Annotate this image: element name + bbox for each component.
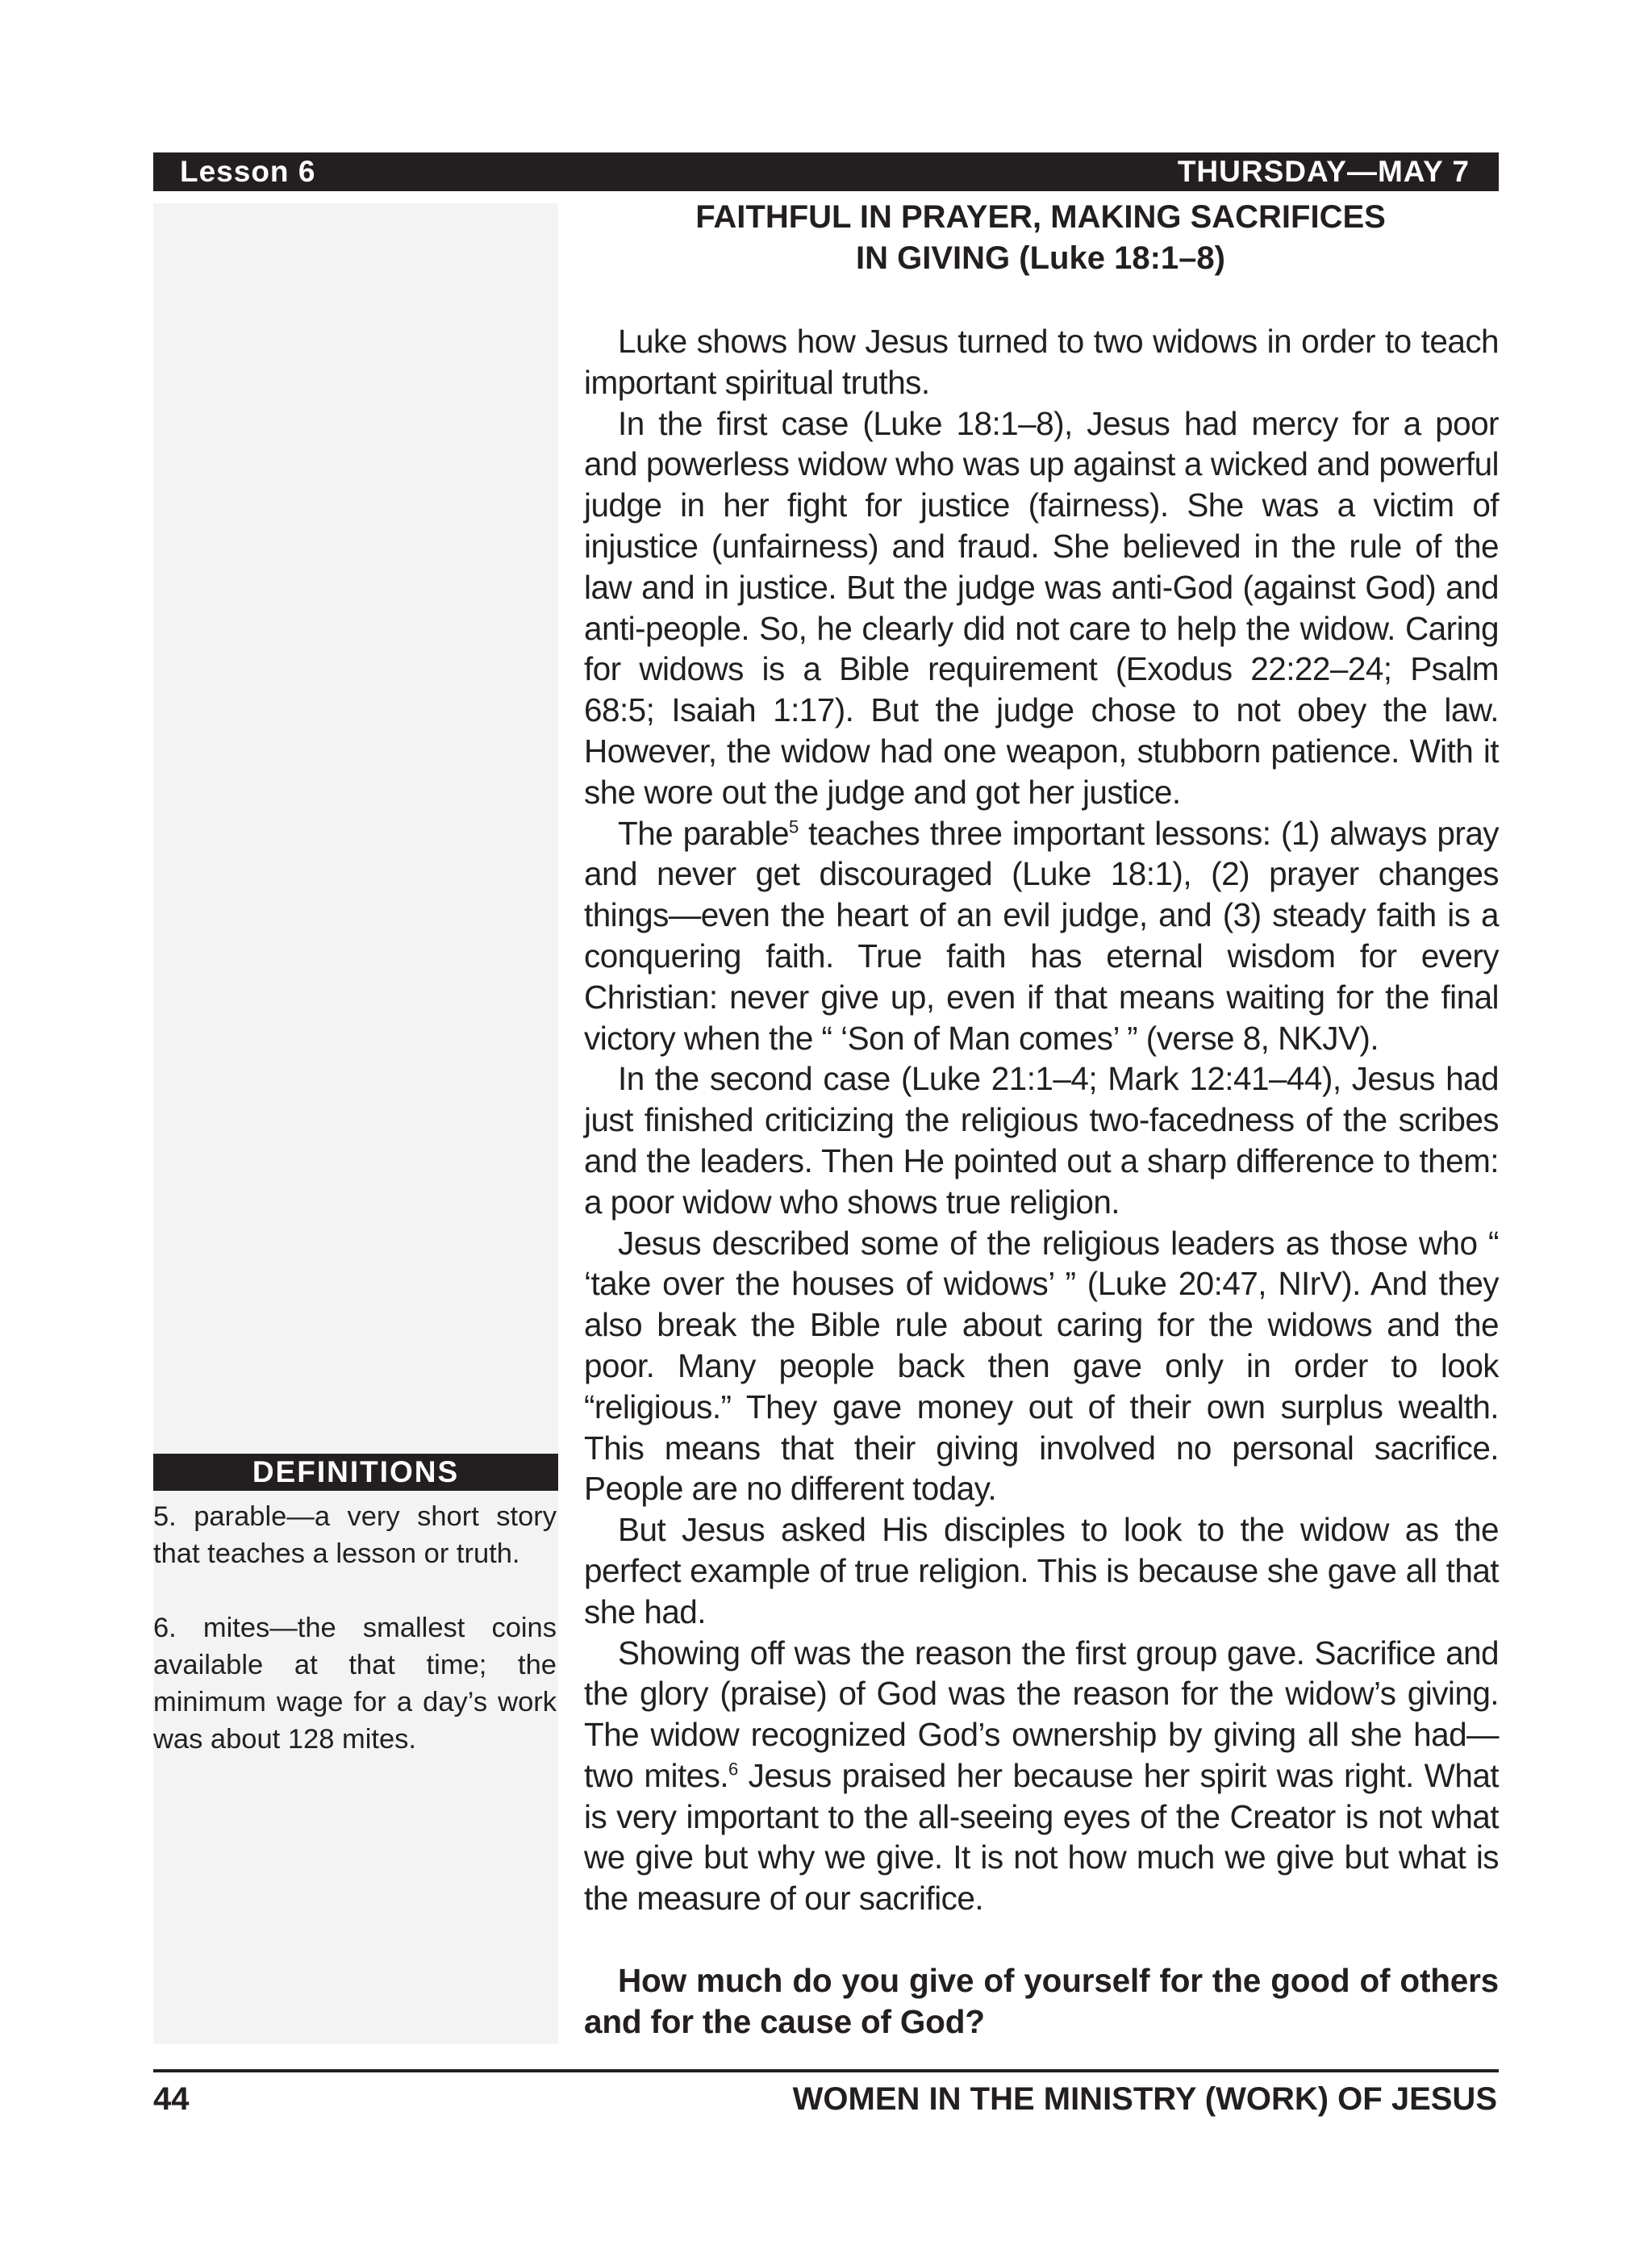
paragraph-text: teaches three important lessons: (1) always pray and never get discouraged (Luke 18:1), (2) prayer changes things—even the heart of an evil judge, and (3) steady faith is a conquering faith. True faith has eternal wisdom for every Christian: never give up, even if that means waiting for the final victory when the “ ‘Son of Man comes’ ” (verse 8, NKJV). xyxy=(584,814,1499,1057)
title-line-2: IN GIVING (Luke 18:1–8) xyxy=(856,240,1225,276)
page-number: 44 xyxy=(153,2080,190,2117)
footer-divider xyxy=(153,2069,1499,2072)
paragraph-text: Jesus praised her because her spirit was right. What is very important to the all-seeing eyes of the Creator is not what we give but why we give. It is not how much we give but what is the measure of our sacrifice. xyxy=(584,1756,1499,1918)
paragraph xyxy=(584,1633,1499,1920)
page-title xyxy=(584,197,1497,279)
definitions-list xyxy=(153,1498,557,1758)
title-line-1: FAITHFUL IN PRAYER, MAKING SACRIFICES xyxy=(695,199,1386,235)
lesson-label: Lesson 6 xyxy=(180,155,316,188)
paragraph: In the second case (Luke 21:1–4; Mark 12:41–44), Jesus had just finished criticizing the religious two-facedness of the scribes and the leaders. Then He pointed out a sharp difference to them: a poor widow who shows true religion. xyxy=(584,1060,1499,1221)
footnote-ref-6: 6 xyxy=(728,1759,738,1780)
page-footer xyxy=(153,2079,1497,2119)
footnote-ref-5: 5 xyxy=(788,816,799,837)
paragraph: But Jesus asked His disciples to look to the widow as the perfect example of true religion. This is because she gave all that she had. xyxy=(584,1511,1499,1630)
paragraph xyxy=(584,813,1499,1059)
definitions-heading: DEFINITIONS xyxy=(153,1454,558,1491)
day-date-label: THURSDAY—MAY 7 xyxy=(1177,155,1470,188)
definition-mites: 6. mites—the smallest coins available at that time; the minimum wage for a day’s work was about 128 mites. xyxy=(153,1613,557,1755)
lesson-header-bar xyxy=(153,152,1499,191)
paragraph: Luke shows how Jesus turned to two widows in order to teach important spiritual truths. xyxy=(584,323,1499,401)
definition-parable: 5. parable—a very short story that teaches a lesson or truth. xyxy=(153,1501,557,1569)
paragraph-text: Showing off was the reason the first group gave. Sacrifice and the glory (praise) of God was the reason for the widow’s giving. The widow recognized God’s ownership by giving all she had—two mites. xyxy=(584,1634,1499,1794)
sidebar-panel xyxy=(153,203,558,2044)
paragraph-text: The parable xyxy=(618,814,789,852)
paragraph: In the first case (Luke 18:1–8), Jesus had mercy for a poor and powerless widow who was up against a wicked and powerful judge in her fight for justice (fairness). She was a victim of injustice (unfairness) and fraud. She believed in the rule of the law and in justice. But the judge was anti-God (against God) and anti-people. So, he clearly did not care to help the widow. Caring for widows is a Bible requirement (Exodus 22:22–24; Psalm 68:5; Isaiah 1:17). But the judge chose to not obey the law. However, the widow had one weapon, stubborn patience. With it she wore out the judge and got her justice. xyxy=(584,404,1499,811)
book-title: WOMEN IN THE MINISTRY (WORK) OF JESUS xyxy=(792,2080,1497,2117)
body-text xyxy=(584,321,1499,2043)
paragraph: Jesus described some of the religious leaders as those who “ ‘take over the houses of widows’ ” (Luke 20:47, NIrV). And they also break the Bible rule about caring for the widows and the poor. Many people back then gave only in order to look “religious.” They gave money out of their own surplus wealth. This means that their giving involved no personal sacrifice. People are no different today. xyxy=(584,1224,1499,1508)
reflection-question: How much do you give of yourself for the good of others and for the cause of God? xyxy=(584,1962,1499,2040)
